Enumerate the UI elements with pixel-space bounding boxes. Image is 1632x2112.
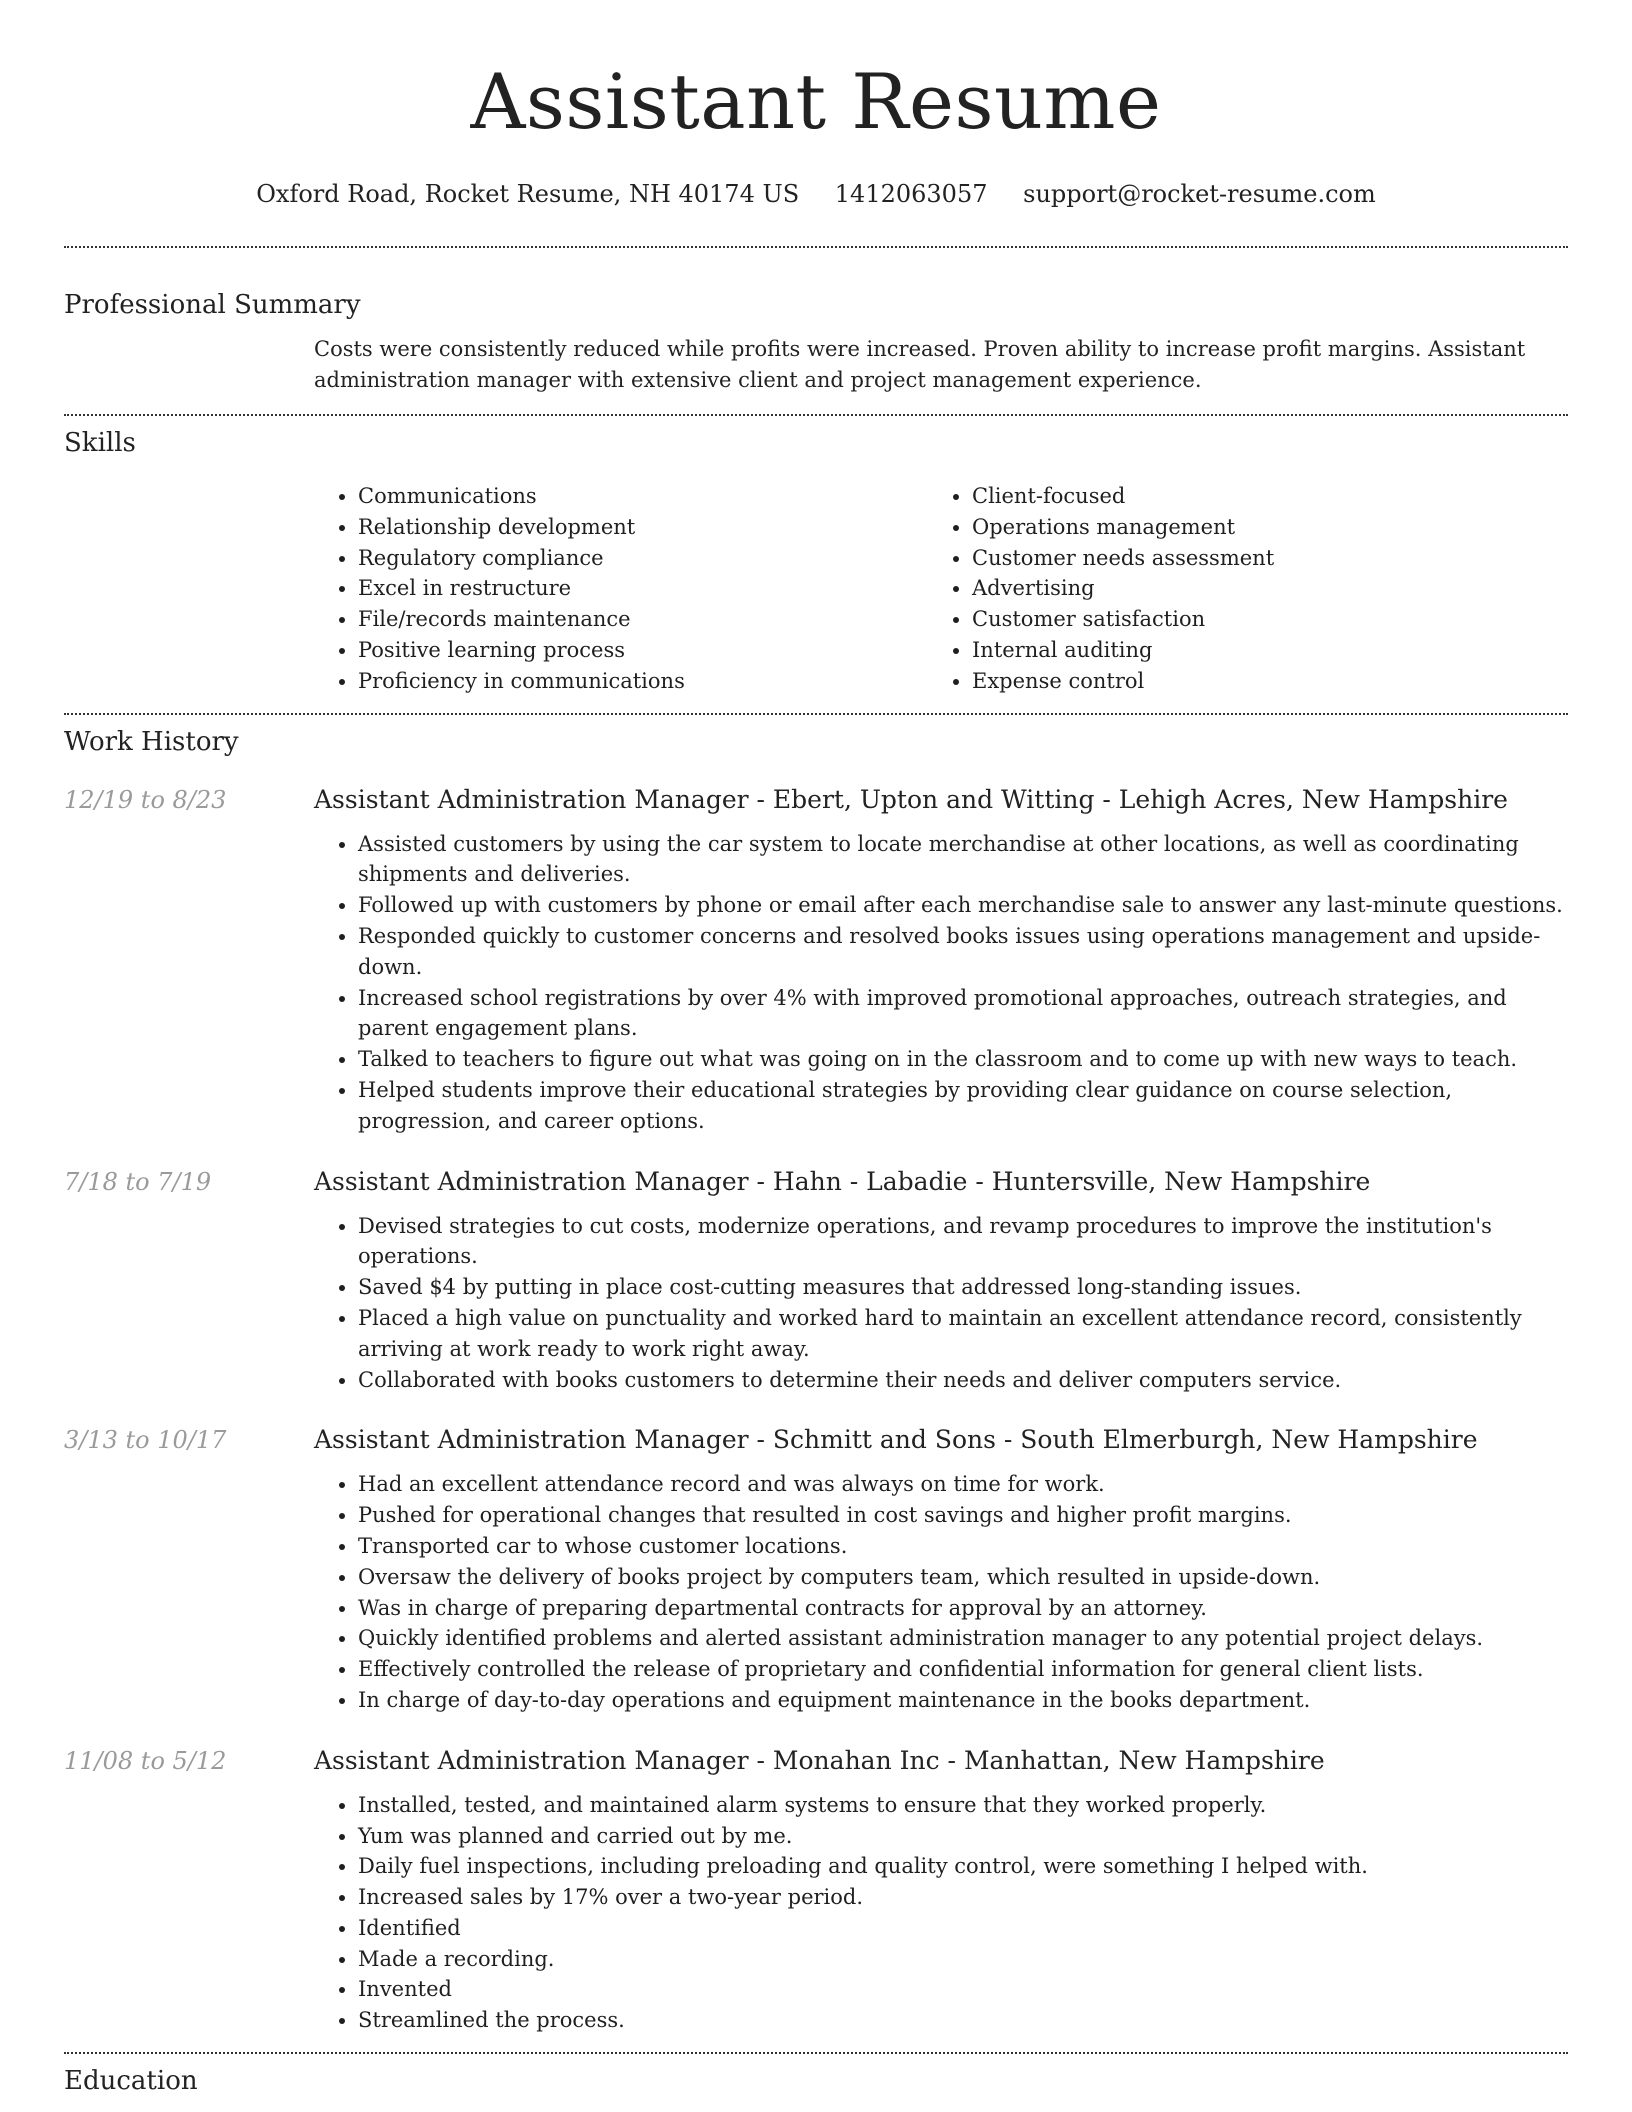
section-title-summary: Professional Summary	[64, 290, 361, 320]
divider	[64, 414, 1568, 416]
skills-list	[314, 481, 1568, 697]
skills-column-right	[928, 481, 1532, 697]
skills-column-left	[314, 481, 928, 697]
job-title: Assistant Administration Manager - Ebert, Upton and Witting - Lehigh Acres, New Hampshire	[314, 784, 1508, 814]
job-entry	[64, 1167, 1568, 1396]
contact-phone: 1412063057	[834, 180, 988, 208]
list-item: • Collaborated with books customers to determine their needs and deliver computers service.	[358, 1365, 1568, 1396]
list-item: • Invented	[358, 1974, 1568, 2005]
section-title-skills: Skills	[64, 428, 136, 458]
job-title: Assistant Administration Manager - Hahn - Labadie - Huntersville, New Hampshire	[314, 1166, 1371, 1196]
list-item: • Streamlined the process.	[358, 2005, 1568, 2036]
list-item: • Transported car to whose customer locations.	[358, 1531, 1568, 1562]
list-item: • Talked to teachers to figure out what was going on in the classroom and to come up with new ways to teach.	[358, 1044, 1568, 1075]
job-entry	[64, 1746, 1568, 2036]
list-item: • Assisted customers by using the car system to locate merchandise at other locations, as well as coordinating shipments and deliveries.	[358, 829, 1568, 891]
list-item: • Was in charge of preparing departmental contracts for approval by an attorney.	[358, 1593, 1568, 1624]
list-item: • Yum was planned and carried out by me.	[358, 1821, 1568, 1852]
list-item: • Regulatory compliance	[358, 543, 928, 574]
list-item: • Saved $4 by putting in place cost-cutting measures that addressed long-standing issues.	[358, 1272, 1568, 1303]
list-item: • Made a recording.	[358, 1944, 1568, 1975]
section-title-work-history: Work History	[64, 726, 239, 757]
list-item: • Increased school registrations by over 4% with improved promotional approaches, outreach strategies, and parent engagement plans.	[358, 983, 1568, 1045]
list-item: • Helped students improve their educational strategies by providing clear guidance on course selection, progression, and career options.	[358, 1075, 1568, 1137]
list-item: • Excel in restructure	[358, 573, 928, 604]
list-item: • Customer satisfaction	[972, 604, 1532, 635]
job-date: 7/18 to 7/19	[64, 1167, 212, 1196]
list-item: • Quickly identified problems and alerted assistant administration manager to any potential project delays.	[358, 1623, 1568, 1654]
divider	[64, 246, 1568, 248]
list-item: • Had an excellent attendance record and was always on time for work.	[358, 1469, 1568, 1500]
list-item: • Positive learning process	[358, 635, 928, 666]
job-entry	[64, 1425, 1568, 1715]
job-bullets	[314, 1211, 1568, 1396]
section-title-education: Education	[64, 2066, 198, 2097]
job-date: 11/08 to 5/12	[64, 1746, 227, 1775]
list-item: • Pushed for operational changes that resulted in cost savings and higher profit margins.	[358, 1500, 1568, 1531]
divider	[64, 2052, 1568, 2054]
job-date: 12/19 to 8/23	[64, 785, 227, 814]
list-item: • Communications	[358, 481, 928, 512]
list-item: • Installed, tested, and maintained alarm systems to ensure that they worked properly.	[358, 1790, 1568, 1821]
list-item: • Advertising	[972, 573, 1532, 604]
list-item: • Identified	[358, 1913, 1568, 1944]
list-item: • Client-focused	[972, 481, 1532, 512]
list-item: • Increased sales by 17% over a two-year period.	[358, 1882, 1568, 1913]
list-item: • Effectively controlled the release of proprietary and confidential information for general client lists.	[358, 1654, 1568, 1685]
list-item: • Oversaw the delivery of books project by computers team, which resulted in upside-down.	[358, 1562, 1568, 1593]
list-item: • Proficiency in communications	[358, 666, 928, 697]
list-item: • Relationship development	[358, 512, 928, 543]
list-item: • Placed a high value on punctuality and worked hard to maintain an excellent attendance record, consistently arriving at work ready to work right away.	[358, 1303, 1568, 1365]
job-date: 3/13 to 10/17	[64, 1426, 227, 1455]
list-item: • Followed up with customers by phone or email after each merchandise sale to answer any last-minute questions.	[358, 890, 1568, 921]
list-item: • Daily fuel inspections, including preloading and quality control, were something I helped with.	[358, 1851, 1568, 1882]
job-bullets	[314, 1790, 1568, 2036]
list-item: • Devised strategies to cut costs, modernize operations, and revamp procedures to improve the institution's operations.	[358, 1211, 1568, 1273]
list-item: • Expense control	[972, 666, 1532, 697]
list-item: • Internal auditing	[972, 635, 1532, 666]
list-item: • Responded quickly to customer concerns and resolved books issues using operations management and upside-down.	[358, 921, 1568, 983]
list-item: • Operations management	[972, 512, 1532, 543]
contact-address: Oxford Road, Rocket Resume, NH 40174 US	[256, 180, 800, 208]
list-item: • File/records maintenance	[358, 604, 928, 635]
summary-text: Costs were consistently reduced while profits were increased. Proven ability to increase profit margins. Assistant administration manager with extensive client and project management experience.	[314, 337, 1526, 392]
resume-name: Assistant Resume	[470, 57, 1162, 146]
job-title: Assistant Administration Manager - Schmitt and Sons - South Elmerburgh, New Hampshire	[314, 1425, 1478, 1455]
job-bullets	[314, 829, 1568, 1137]
job-bullets	[314, 1469, 1568, 1715]
contact-email: support@rocket-resume.com	[1023, 180, 1376, 208]
list-item: • Customer needs assessment	[972, 543, 1532, 574]
list-item: • In charge of day-to-day operations and equipment maintenance in the books department.	[358, 1685, 1568, 1716]
contact-line	[64, 179, 1568, 209]
divider	[64, 713, 1568, 715]
job-title: Assistant Administration Manager - Monahan Inc - Manhattan, New Hampshire	[314, 1745, 1325, 1775]
job-entry	[64, 785, 1568, 1137]
